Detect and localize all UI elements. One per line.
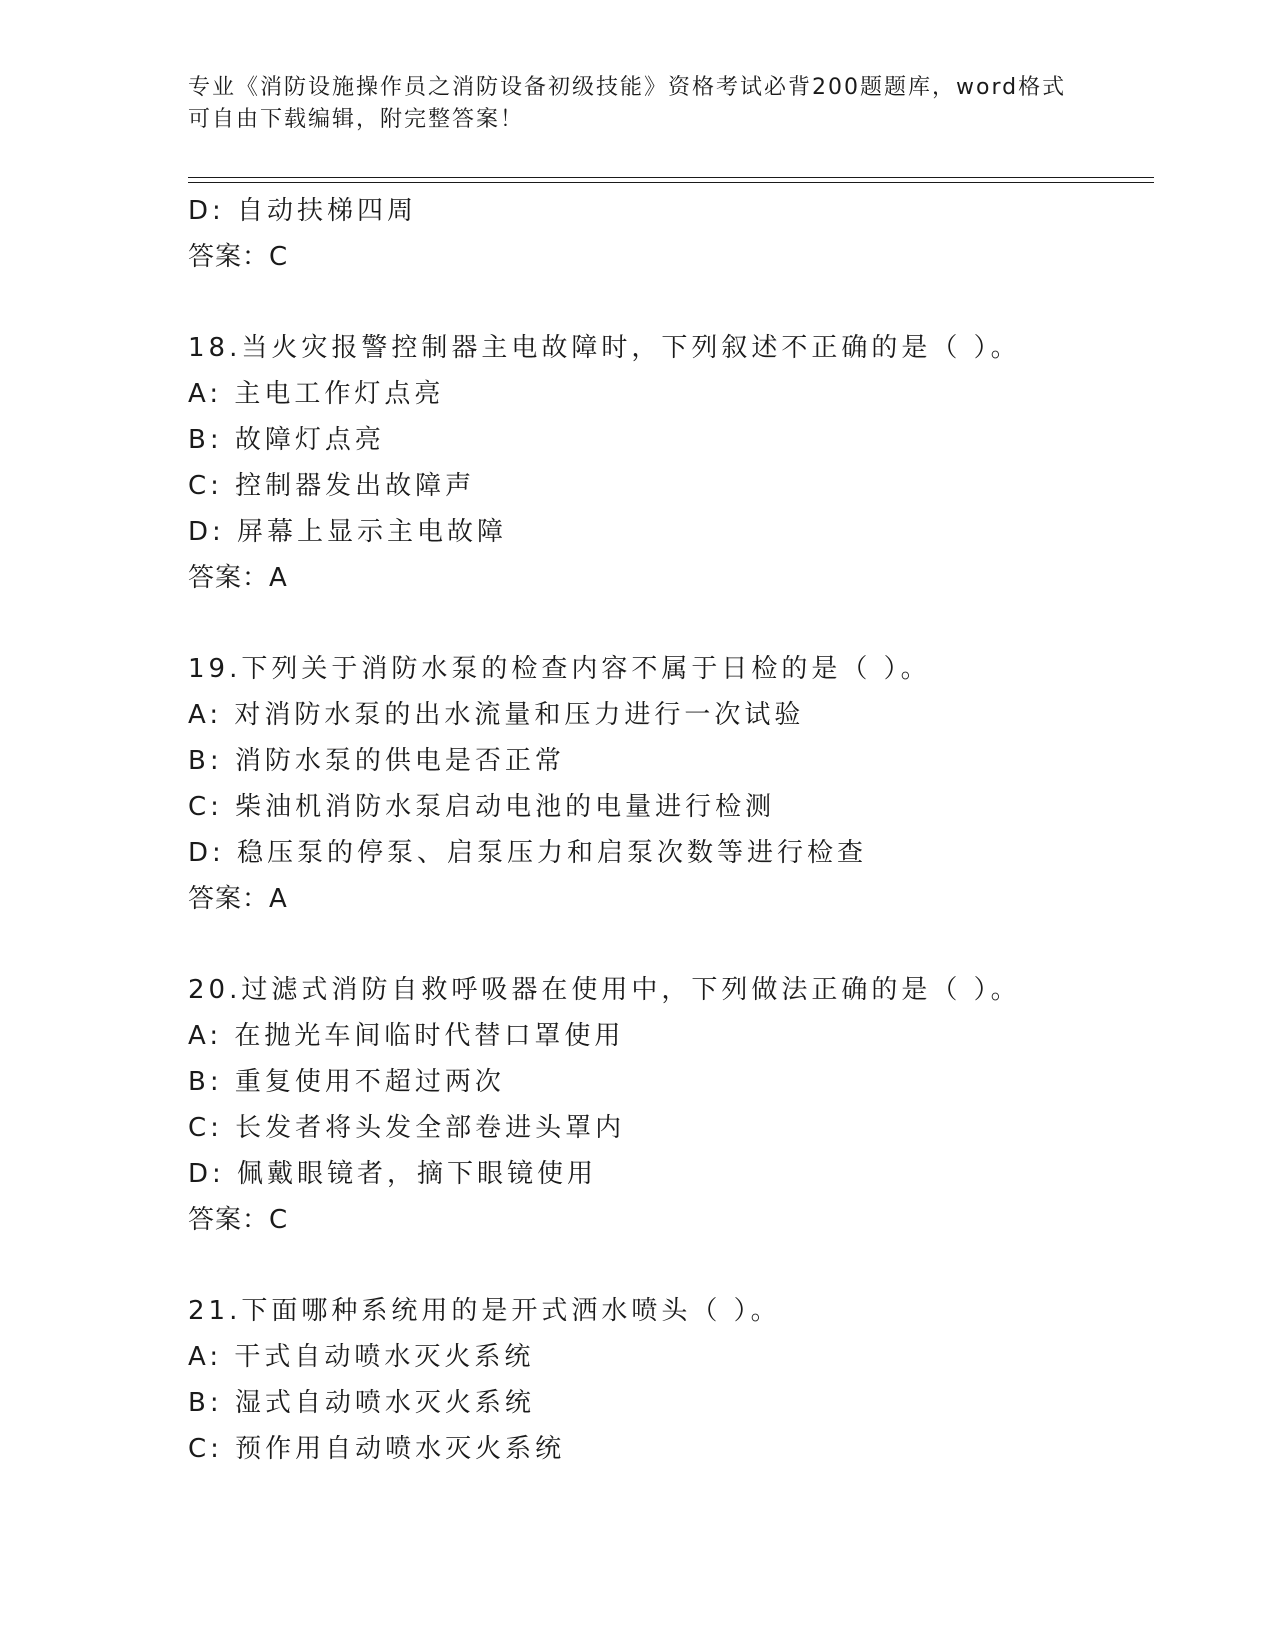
header-rule-top bbox=[188, 177, 1154, 178]
option-c: C: 控制器发出故障声 bbox=[188, 471, 476, 501]
option-c: C: 预作用自动喷水灭火系统 bbox=[188, 1434, 566, 1464]
option-a: A: 在抛光车间临时代替口罩使用 bbox=[188, 1021, 625, 1051]
document-header: 专业《消防设施操作员之消防设备初级技能》资格考试必背200题题库，word格式可自由下载编辑，附完整答案！ bbox=[188, 75, 1067, 132]
option-a: A: 主电工作灯点亮 bbox=[188, 379, 445, 409]
option-b: B: 湿式自动喷水灭火系统 bbox=[188, 1388, 535, 1418]
answer: 答案：C bbox=[188, 1205, 289, 1235]
question-stem: 20.过滤式消防自救呼吸器在使用中，下列做法正确的是（ ）。 bbox=[188, 975, 1021, 1005]
option-d: D: 自动扶梯四周 bbox=[188, 196, 418, 226]
option-d: D: 佩戴眼镜者，摘下眼镜使用 bbox=[188, 1159, 598, 1189]
question-stem: 18.当火灾报警控制器主电故障时，下列叙述不正确的是（ ）。 bbox=[188, 333, 1021, 363]
header-rule-bottom bbox=[188, 182, 1154, 183]
answer: 答案：A bbox=[188, 563, 288, 593]
question-stem: 19.下列关于消防水泵的检查内容不属于日检的是（ ）。 bbox=[188, 654, 931, 684]
option-b: B: 重复使用不超过两次 bbox=[188, 1067, 505, 1097]
option-c: C: 长发者将头发全部卷进头罩内 bbox=[188, 1113, 626, 1143]
option-a: A: 干式自动喷水灭火系统 bbox=[188, 1342, 535, 1372]
answer: 答案：C bbox=[188, 242, 289, 272]
option-a: A: 对消防水泵的出水流量和压力进行一次试验 bbox=[188, 700, 805, 730]
answer: 答案：A bbox=[188, 884, 288, 914]
option-c: C: 柴油机消防水泵启动电池的电量进行检测 bbox=[188, 792, 776, 822]
option-d: D: 屏幕上显示主电故障 bbox=[188, 517, 508, 547]
option-b: B: 故障灯点亮 bbox=[188, 425, 385, 455]
option-d: D: 稳压泵的停泵、启泵压力和启泵次数等进行检查 bbox=[188, 838, 868, 868]
question-list bbox=[188, 188, 1154, 1472]
option-b: B: 消防水泵的供电是否正常 bbox=[188, 746, 565, 776]
question-stem: 21.下面哪种系统用的是开式洒水喷头（ ）。 bbox=[188, 1296, 781, 1326]
